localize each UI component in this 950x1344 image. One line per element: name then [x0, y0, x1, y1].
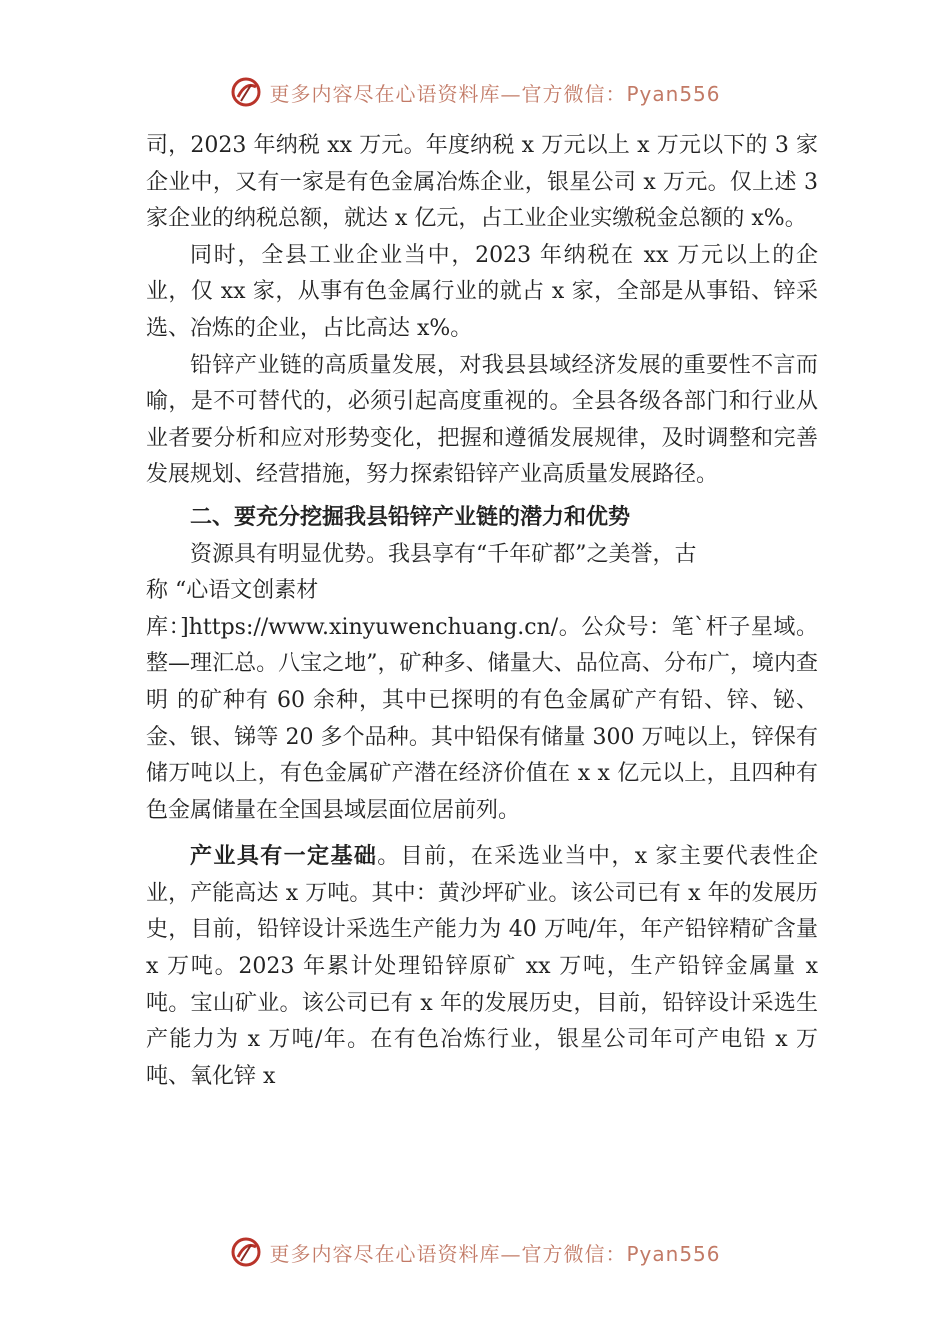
banner-text: 更多内容尽在心语资料库—官方微信：Pyan556 [269, 81, 721, 106]
paragraph: 同时，全县工业企业当中，2023 年纳税在 xx 万元以上的企业，仅 xx 家，从事有色金属行业的就占 x 家，全部是从事铅、锌采选、冶炼的企业，占比高达 x%。 [146, 242, 818, 341]
logo-icon [229, 75, 263, 109]
paragraph: 司，2023 年纳税 xx 万元。年度纳税 x 万元以上 x 万元以下的 3 家企业中，又有一家是有色金属冶炼企业，银星公司 x 万元。仅上述 3 家企业的纳税总额，就达 x 亿元，占工业企业实缴税金总额的 x%。 [146, 133, 818, 232]
paragraph-line: 资源具有明显优势。我县享有“千年矿都”之美誉，古 [190, 541, 697, 567]
paragraph: 铅锌产业链的高质量发展，对我县县域经济发展的重要性不言而喻，是不可替代的，必须引起高度重视的。全县各级各部门和行业从业者要分析和应对形势变化，把握和遵循发展规律，及时调整和完善发展规划、经营措施，努力探索铅锌产业高质量发展路径。 [146, 352, 818, 488]
logo-icon [229, 1235, 263, 1269]
paragraph-text: 。目前，在采选业当中，x 家主要代表性企业，产能高达 x 万吨。其中：黄沙坪矿业。该公司已有 x 年的发展历史，目前，铅锌设计采选生产能力为 40 万吨/年，年产铅锌精矿含量 x 万吨。2023 年累计处理铅锌原矿 xx 万吨，生产铅锌金属量 x 吨。宝山矿业。该公司已有 x 年的发展历史，目前，铅锌设计采选生产能力为 x 万吨/年。在有色冶炼行业，银星公司年可产电铅 x 万吨、氧化锌 x [146, 844, 818, 1089]
banner-text: 更多内容尽在心语资料库—官方微信：Pyan556 [269, 1241, 721, 1266]
paragraph: 库：]https://www.xinyuwenchuang.cn/。公众号：笔`杆子星域。整—理汇总。八宝之地”，矿种多、储量大、品位高、分布广，境内查明 的矿种有 60 余种，其中已探明的有色金属矿产有铅、锌、铋、金、银、锑等 20 多个品种。其中铅保有储量 300 万吨以上，锌保有储万吨以上，有色金属矿产潜在经济价值在 x x 亿元以上，且四种有色金属储量在全国县域层面位居前列。 [146, 614, 818, 823]
section-heading: 二、要充分挖掘我县铅锌产业链的潜力和优势 [190, 504, 631, 530]
header-banner [0, 68, 950, 116]
paragraph [146, 839, 818, 1095]
paragraph-line: 称 “心语文创素材 [146, 578, 319, 604]
document-body [146, 128, 818, 1095]
paragraph-lead: 产业具有一定基础 [190, 844, 378, 870]
footer-banner [0, 1228, 950, 1276]
